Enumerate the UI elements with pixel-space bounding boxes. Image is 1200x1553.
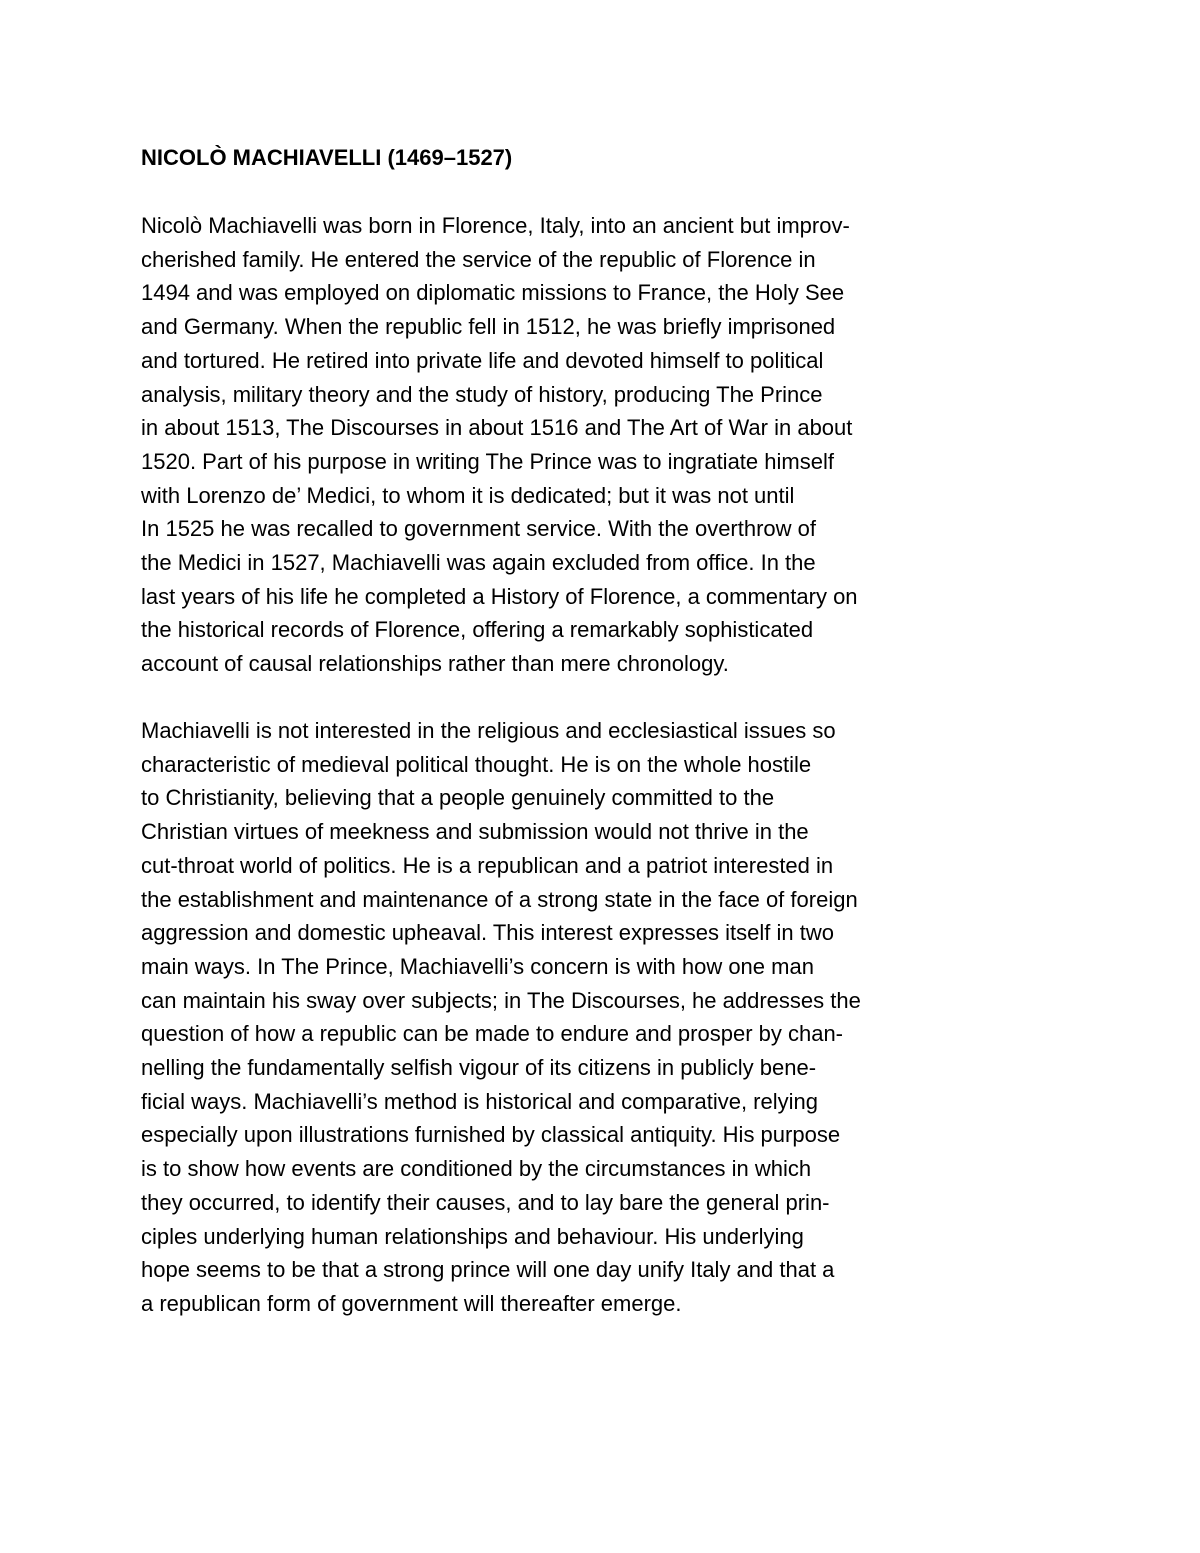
- paragraph-biography: [141, 209, 858, 681]
- text-line: characteristic of medieval political thought. He is on the whole hostile: [141, 751, 812, 777]
- text-line: they occurred, to identify their causes, and to lay bare the general prin-: [141, 1189, 830, 1215]
- text-line: aggression and domestic upheaval. This interest expresses itself in two: [141, 920, 834, 946]
- text-line: the historical records of Florence, offering a remarkably sophisticated: [141, 617, 814, 643]
- document-title: NICOLÒ MACHIAVELLI (1469–1527): [141, 145, 513, 170]
- text-line: is to show how events are conditioned by the circumstances in which: [141, 1156, 812, 1182]
- text-line: cut-throat world of politics. He is a republican and a patriot interested in: [141, 852, 834, 878]
- text-line: In 1525 he was recalled to government service. With the overthrow of: [141, 516, 817, 542]
- text-line: ciples underlying human relationships and behaviour. His underlying: [141, 1223, 804, 1249]
- text-line: analysis, military theory and the study of history, producing The Prince: [141, 381, 823, 407]
- text-line: question of how a republic can be made to endure and prosper by chan-: [141, 1021, 844, 1047]
- paragraph-political-thought: [141, 714, 861, 1321]
- text-line: cherished family. He entered the service of the republic of Florence in: [141, 246, 816, 272]
- text-line: to Christianity, believing that a people genuinely committed to the: [141, 785, 775, 811]
- text-line: Christian virtues of meekness and submission would not thrive in the: [141, 819, 809, 845]
- text-line: main ways. In The Prince, Machiavelli’s concern is with how one man: [141, 953, 814, 979]
- text-line: in about 1513, The Discourses in about 1516 and The Art of War in about: [141, 415, 853, 441]
- text-line: hope seems to be that a strong prince will one day unify Italy and that a: [141, 1257, 835, 1283]
- text-line: Nicolò Machiavelli was born in Florence, Italy, into an ancient but improv-: [141, 213, 850, 238]
- text-line: last years of his life he completed a History of Florence, a commentary on: [141, 583, 858, 609]
- text-line: especially upon illustrations furnished by classical antiquity. His purpose: [141, 1122, 841, 1148]
- text-line: can maintain his sway over subjects; in The Discourses, he addresses the: [141, 987, 861, 1013]
- text-line: account of causal relationships rather than mere chronology.: [141, 651, 729, 677]
- text-line: nelling the fundamentally selfish vigour of its citizens in publicly bene-: [141, 1055, 817, 1081]
- text-line: 1520. Part of his purpose in writing The Prince was to ingratiate himself: [141, 448, 834, 474]
- text-line: a republican form of government will thereafter emerge.: [141, 1290, 682, 1316]
- text-line: and tortured. He retired into private life and devoted himself to political: [141, 347, 824, 373]
- text-line: 1494 and was employed on diplomatic missions to France, the Holy See: [141, 280, 845, 306]
- text-line: the establishment and maintenance of a strong state in the face of foreign: [141, 886, 858, 912]
- text-line: and Germany. When the republic fell in 1512, he was briefly imprisoned: [141, 314, 836, 340]
- text-line: Machiavelli is not interested in the religious and ecclesiastical issues so: [141, 718, 836, 743]
- text-line: the Medici in 1527, Machiavelli was again excluded from office. In the: [141, 550, 816, 576]
- text-line: with Lorenzo de’ Medici, to whom it is dedicated; but it was not until: [141, 482, 795, 508]
- text-line: ficial ways. Machiavelli’s method is historical and comparative, relying: [141, 1088, 818, 1114]
